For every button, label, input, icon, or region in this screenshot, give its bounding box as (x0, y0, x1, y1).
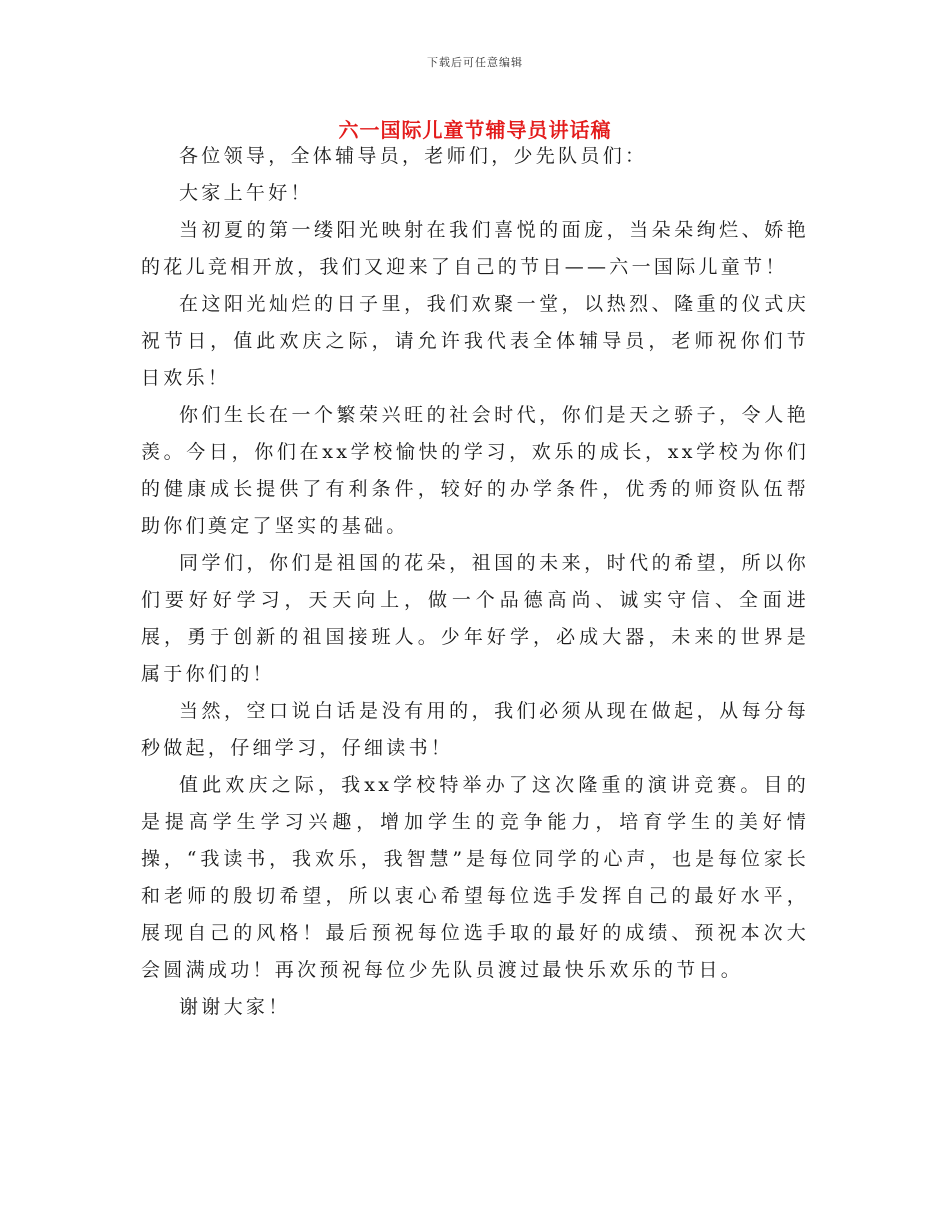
body-paragraph: 值此欢庆之际，我xx学校特举办了这次隆重的演讲竞赛。目的是提高学生学习兴趣，增加学生的竞争能力，培育学生的美好情操，“我读书，我欢乐，我智慧”是每位同学的心声，也是每位家长和老师的殷切希望，所以衷心希望每位选手发挥自己的最好水平，展现自己的风格！最后预祝每位选手取的最好的成绩、预祝本次大会圆满成功！再次预祝每位少先队员渡过最快乐欢乐的节日。 (141, 774, 809, 981)
body-paragraph: 当初夏的第一缕阳光映射在我们喜悦的面庞，当朵朵绚烂、娇艳的花儿竞相开放，我们又迎来了自己的节日——六一国际儿童节！ (141, 219, 809, 278)
body-paragraph: 你们生长在一个繁荣兴旺的社会时代，你们是天之骄子，令人艳羡。今日，你们在xx学校愉快的学习，欢乐的成长，xx学校为你们的健康成长提供了有利条件，较好的办学条件，优秀的师资队伍帮助你们奠定了坚实的基础。 (141, 404, 809, 537)
header-note: 下载后可任意编辑 (427, 56, 523, 69)
body-paragraph: 在这阳光灿烂的日子里，我们欢聚一堂，以热烈、隆重的仪式庆祝节日，值此欢庆之际，请允许我代表全体辅导员，老师祝你们节日欢乐！ (141, 293, 809, 389)
document-body (141, 138, 809, 1026)
body-paragraph: 当然，空口说白话是没有用的，我们必须从现在做起，从每分每秒做起，仔细学习，仔细读书！ (141, 700, 809, 759)
salutation-paragraph: 大家上午好！ (179, 182, 313, 204)
greeting-paragraph: 各位领导，全体辅导员，老师们，少先队员们： (179, 145, 648, 167)
body-paragraph: 同学们，你们是祖国的花朵，祖国的未来，时代的希望，所以你们要好好学习，天天向上，做一个品德高尚、诚实守信、全面进展，勇于创新的祖国接班人。少年好学，必成大器，未来的世界是属于你们的！ (141, 552, 809, 685)
closing-paragraph: 谢谢大家！ (179, 996, 291, 1018)
document-title: 六一国际儿童节辅导员讲话稿 (338, 118, 612, 142)
